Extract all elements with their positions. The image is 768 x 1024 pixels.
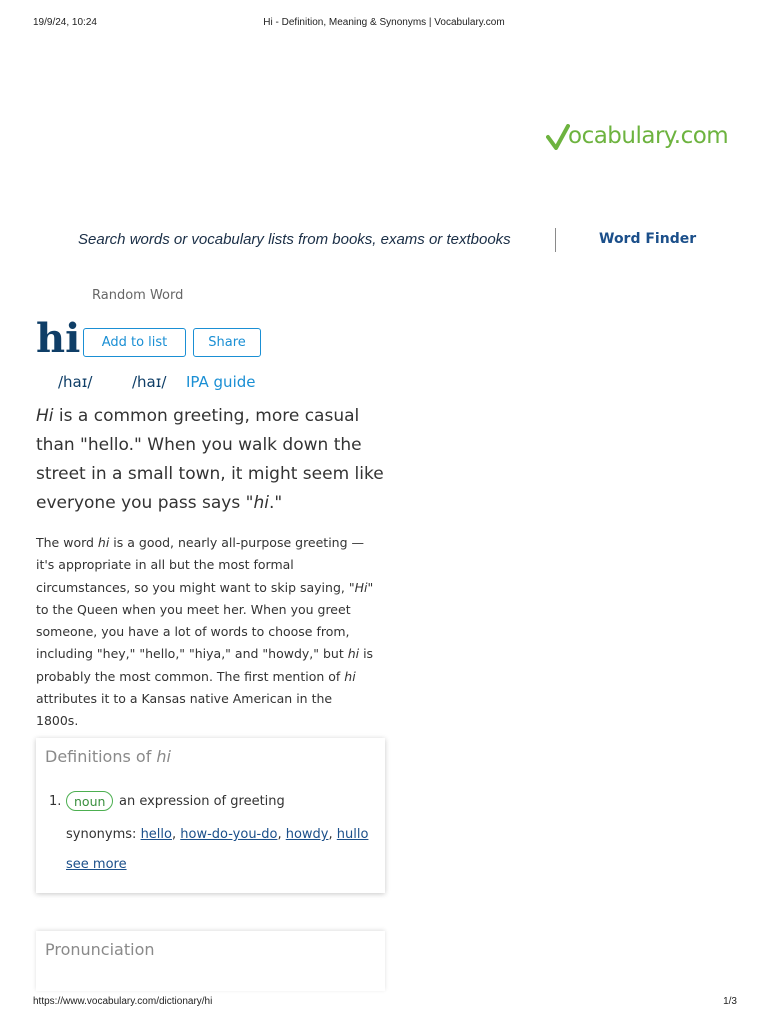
short-desc-word: hi (253, 493, 269, 513)
long-desc-text: is probably the most common. The first mention of (36, 646, 374, 684)
search-input[interactable] (78, 225, 524, 253)
print-title: Hi - Definition, Meaning & Synonyms | Vocabulary.com (263, 17, 505, 28)
short-desc-word: Hi (36, 406, 54, 426)
pronunciation-us: /haɪ/ (58, 373, 93, 391)
long-desc-word: Hi (354, 579, 368, 595)
print-page-number: 1/3 (723, 996, 737, 1007)
definitions-title (45, 747, 171, 766)
long-desc-text: " to the Queen when you meet her. When you greet someone, you have a lot of words to choose from, including "hey," "hello," "hiya," and "howdy," but (36, 579, 374, 662)
synonym-link[interactable]: howdy (285, 827, 329, 842)
share-button[interactable]: Share (193, 328, 261, 357)
synonym-link[interactable]: how-do-you-do (180, 827, 278, 842)
word-finder-link[interactable]: Word Finder (599, 231, 697, 247)
add-to-list-button[interactable]: Add to list (83, 328, 186, 357)
print-date: 19/9/24, 10:24 (33, 17, 97, 28)
definition-number: 1. (49, 794, 62, 809)
synonym-link[interactable]: hello (140, 827, 172, 842)
short-desc-text: ." (268, 493, 283, 513)
long-desc-word: hi (97, 535, 110, 550)
long-desc-word: hi (347, 646, 360, 662)
headword: hi (36, 315, 81, 362)
checkmark-v-icon (546, 124, 570, 150)
pronunciation-uk: /haɪ/ (132, 373, 167, 391)
see-more-link[interactable]: see more (66, 857, 127, 872)
speaker-uk-icon[interactable] (108, 377, 124, 391)
synonym-link[interactable]: hullo (336, 827, 369, 842)
short-description (36, 402, 386, 518)
part-of-speech-badge[interactable]: noun (66, 791, 113, 811)
site-logo[interactable] (546, 116, 728, 150)
random-word-link[interactable]: Random Word (92, 288, 184, 303)
pronunciation-card (36, 931, 385, 991)
long-desc-text: The word (36, 535, 98, 550)
print-url: https://www.vocabulary.com/dictionary/hi (33, 996, 213, 1007)
synonyms-label: synonyms: (66, 827, 137, 842)
definitions-card (36, 738, 385, 893)
definitions-title-word: hi (156, 747, 171, 766)
logo-wordmark: ocabulary.com (568, 123, 729, 149)
short-desc-text: is a common greeting, more casual than "hello." When you walk down the street in a small town, it might seem like everyone you pass says " (36, 406, 384, 513)
long-desc-text: is a good, nearly all-purpose greeting — it's appropriate in all but the most formal circumstances, so you might want to skip saying, " (36, 535, 365, 595)
speaker-us-icon[interactable] (36, 377, 52, 391)
long-description (36, 532, 376, 733)
ipa-guide-link[interactable]: IPA guide (186, 373, 256, 391)
definitions-title-text: Definitions of (45, 747, 157, 766)
long-desc-word: hi (344, 668, 356, 684)
long-desc-text: attributes it to a Kansas native American in the 1800s. (36, 691, 333, 729)
definition-text: an expression of greeting (119, 794, 285, 809)
search-divider (555, 228, 556, 252)
synonyms-row: synonyms: hello, how-do-you-do, howdy, hullo (66, 827, 369, 842)
pronunciation-title: Pronunciation (45, 940, 155, 959)
